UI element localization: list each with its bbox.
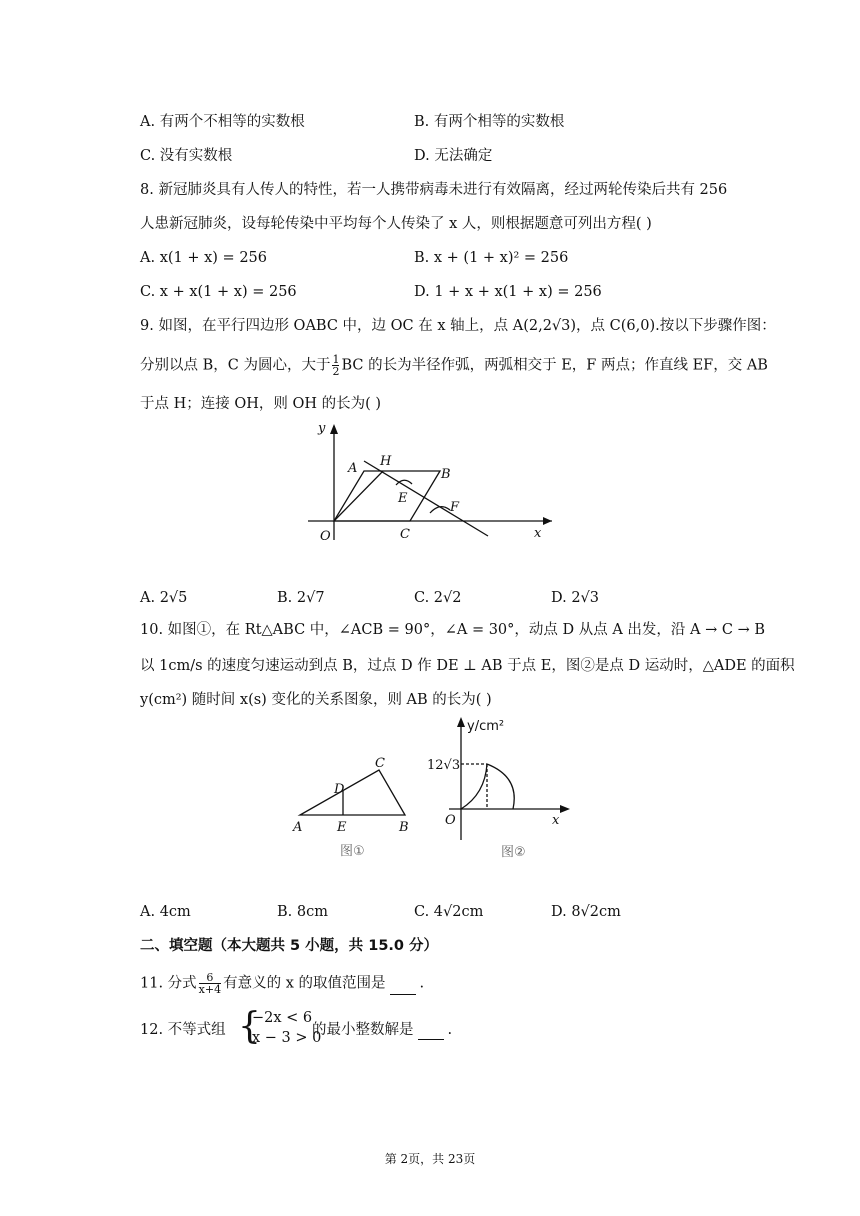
q10-caption-2: 图② [501,845,526,860]
q11-pre: 11. 分式 [140,975,197,992]
q10-label-x: x [552,813,560,828]
q12-inequality-1: −2x < 6 [252,1010,313,1026]
q10-triangle-abc [300,770,405,815]
q11-post: 有意义的 x 的取值范围是 [223,975,386,992]
q11-line [140,972,424,995]
q12-post: 的最小整数解是 [312,1022,414,1038]
q10-label-y: y/cm² [467,719,505,734]
q12-end: . [447,1022,453,1038]
q9-line-ef [364,461,488,536]
q7-option-b: B. 有两个相等的实数根 [414,114,565,130]
q9-option-a: A. 2√5 [140,590,188,606]
q12-pre: 12. 不等式组 [140,1022,226,1038]
q9-label-c: C [400,527,410,542]
q10-line-2: 以 1cm/s 的速度匀速运动到点 B，过点 D 作 DE ⊥ AB 于点 E，图②是点 D 运动时，△ADE 的面积 [140,658,795,674]
q7-option-a: A. 有两个不相等的实数根 [140,114,305,130]
q10-label-b: B [399,820,409,835]
q9-label-h: H [380,454,392,469]
q10-option-d: D. 8√2cm [551,904,621,920]
q9-line-3: 于点 H；连接 OH，则 OH 的长为( ) [140,396,382,412]
q9-label-b: B [441,467,451,482]
q9-option-b: B. 2√7 [277,590,325,606]
q10-caption-1: 图① [340,844,365,859]
q8-line-1: 8. 新冠肺炎具有人传人的特性，若一人携带病毒未进行有效隔离，经过两轮传染后共有 256 [140,182,728,198]
q8-line-2: 人患新冠肺炎，设每轮传染中平均每个人传染了 x 人，则根据题意可列出方程( ) [140,216,652,232]
q9-line-2 [140,354,768,377]
page-footer: 第 2页，共 23页 [384,1152,476,1166]
q9-fraction [332,354,339,377]
q10-label-value: 12√3 [427,758,461,773]
q10-option-a: A. 4cm [140,904,191,920]
q10-label-c: C [375,756,385,771]
q10-label-d: D [334,782,345,797]
q12-post-line [312,1020,452,1040]
q8-option-b: B. x + (1 + x)² = 256 [414,250,569,266]
q9-arc-e [396,480,412,485]
q12-inequality-2: x − 3 > 0 [252,1030,322,1046]
q9-label-f: F [450,500,460,515]
q11-end: . [419,975,425,992]
q10-curve-rising [461,764,487,809]
q10-graph-figure [425,712,575,862]
q9-parallelogram [334,471,440,521]
q9-option-d: D. 2√3 [551,590,600,606]
q9-label-y: y [318,421,326,436]
q9-line-2-post: BC 的长为半径作弧，两弧相交于 E，F 两点；作直线 EF，交 AB [341,357,768,374]
q9-line-1: 9. 如图，在平行四边形 OABC 中，边 OC 在 x 轴上，点 A(2,2√3)，点 C(6,0).按以下步骤作图： [140,318,776,334]
q9-option-c: C. 2√2 [414,590,462,606]
q10-label-a: A [293,820,303,835]
q9-parallelogram-figure [300,418,560,548]
q8-option-a: A. x(1 + x) = 256 [140,250,267,266]
q10-curve-falling [487,764,514,809]
q9-line-2-pre: 分别以点 B，C 为圆心，大于 [140,357,331,374]
q10-line-1: 10. 如图①，在 Rt△ABC 中，∠ACB = 90°，∠A = 30°，动点 D 从点 A 出发，沿 A → C → B [140,622,765,638]
q8-option-c: C. x + x(1 + x) = 256 [140,284,297,300]
q9-label-x: x [534,526,542,541]
q8-option-d: D. 1 + x + x(1 + x) = 256 [414,284,602,300]
q9-frac-num: 1 [332,353,340,366]
q10-triangle-figure [285,755,420,860]
q9-label-o: O [320,529,331,544]
q10-option-c: C. 4√2cm [414,904,484,920]
q11-fraction [199,972,221,995]
q9-label-a: A [348,461,358,476]
q7-option-c: C. 没有实数根 [140,148,233,164]
q12-brace: { [238,1006,261,1047]
q10-label-e: E [337,820,347,835]
q12-answer-blank[interactable] [418,1025,444,1040]
q11-answer-blank[interactable] [390,980,416,995]
q10-option-b: B. 8cm [277,904,328,920]
q9-label-e: E [398,491,408,506]
q7-option-d: D. 无法确定 [414,148,493,164]
q9-segment-oh [334,471,383,521]
q10-label-o: O [445,813,456,828]
q10-line-3: y(cm²) 随时间 x(s) 变化的关系图象，则 AB 的长为( ) [140,692,492,708]
q11-frac-num: 6 [199,972,221,984]
q9-frac-den: 2 [332,365,340,378]
section-2-title: 二、填空题（本大题共 5 小题，共 15.0 分） [140,938,439,954]
q11-frac-den: x+4 [198,983,222,996]
